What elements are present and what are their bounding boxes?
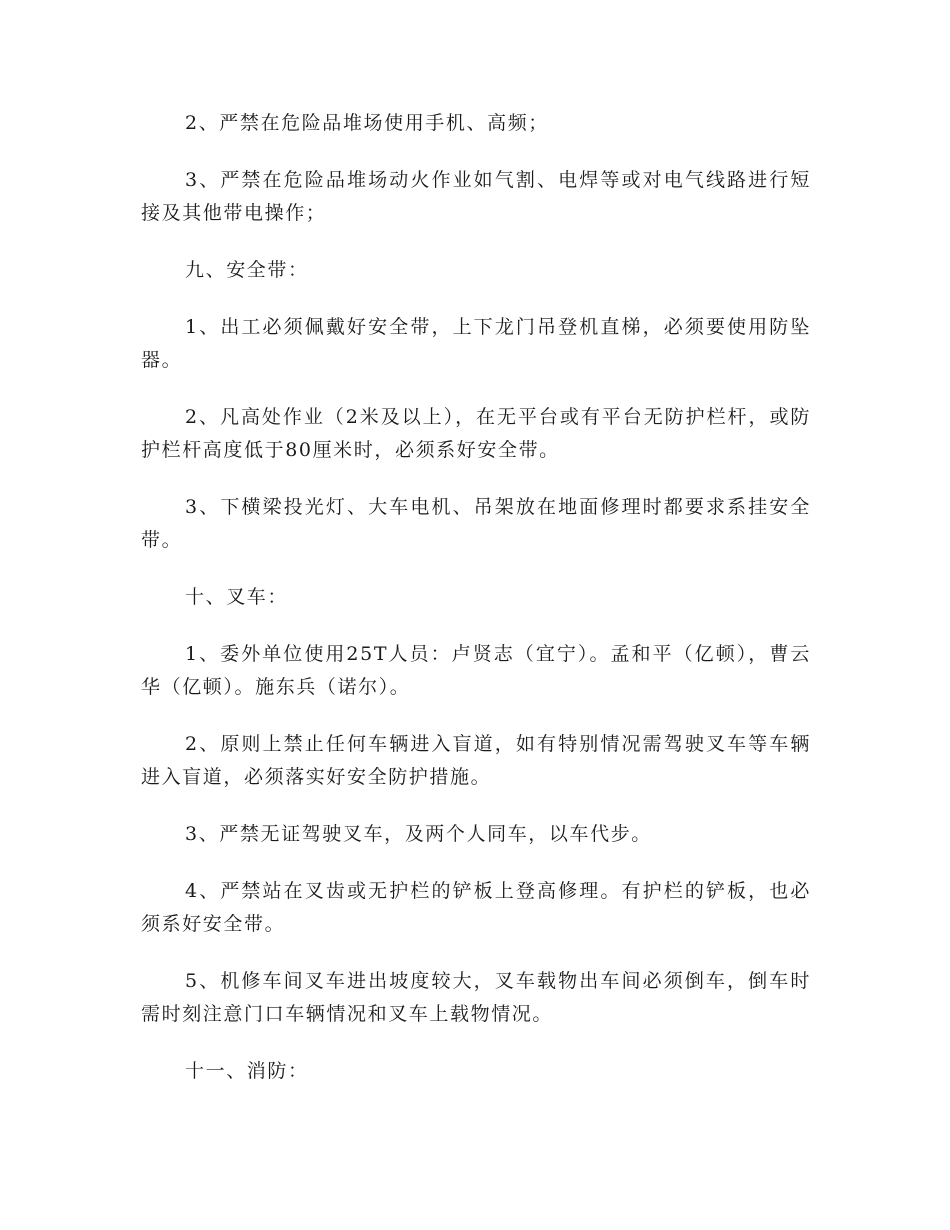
document-page xyxy=(141,107,811,1112)
paragraph-forklift-slope: 5、机修车间叉车进出坡度较大，叉车载物出车间必须倒车，倒车时需时刻注意门口车辆情况和叉车上载物情况。 xyxy=(141,970,811,1025)
paragraph-forklift-license: 3、严禁无证驾驶叉车，及两个人同车，以车代步。 xyxy=(185,823,652,845)
paragraph-belt-ground-repair: 3、下横梁投光灯、大车电机、吊架放在地面修理时都要求系挂安全带。 xyxy=(141,496,811,551)
section-heading-forklift: 十、叉车： xyxy=(185,586,289,608)
paragraph-forklift-personnel: 1、委外单位使用25T人员：卢贤志（宜宁）。孟和平（亿顿），曹云华（亿顿）。施东兵（诺尔）。 xyxy=(141,643,811,698)
section-heading-fire-protection: 十一、消防： xyxy=(185,1060,309,1082)
paragraph-hazmat-phone: 2、严禁在危险品堆场使用手机、高频； xyxy=(185,112,549,134)
paragraph-forklift-fork-repair: 4、严禁站在叉齿或无护栏的铲板上登高修理。有护栏的铲板，也必须系好安全带。 xyxy=(141,880,811,935)
section-heading-safety-belt: 九、安全带： xyxy=(185,259,309,281)
paragraph-hazmat-hotwork: 3、严禁在危险品堆场动火作业如气割、电焊等或对电气线路进行短接及其他带电操作； xyxy=(141,169,811,224)
paragraph-forklift-blind-lane: 2、原则上禁止任何车辆进入盲道，如有特别情况需驾驶叉车等车辆进入盲道，必须落实好安全防护措施。 xyxy=(141,733,811,788)
paragraph-belt-height-work: 2、凡高处作业（2米及以上），在无平台或有平台无防护栏杆，或防护栏杆高度低于80厘米时，必须系好安全带。 xyxy=(141,406,811,461)
paragraph-belt-ladder: 1、出工必须佩戴好安全带，上下龙门吊登机直梯，必须要使用防坠器。 xyxy=(141,316,811,371)
